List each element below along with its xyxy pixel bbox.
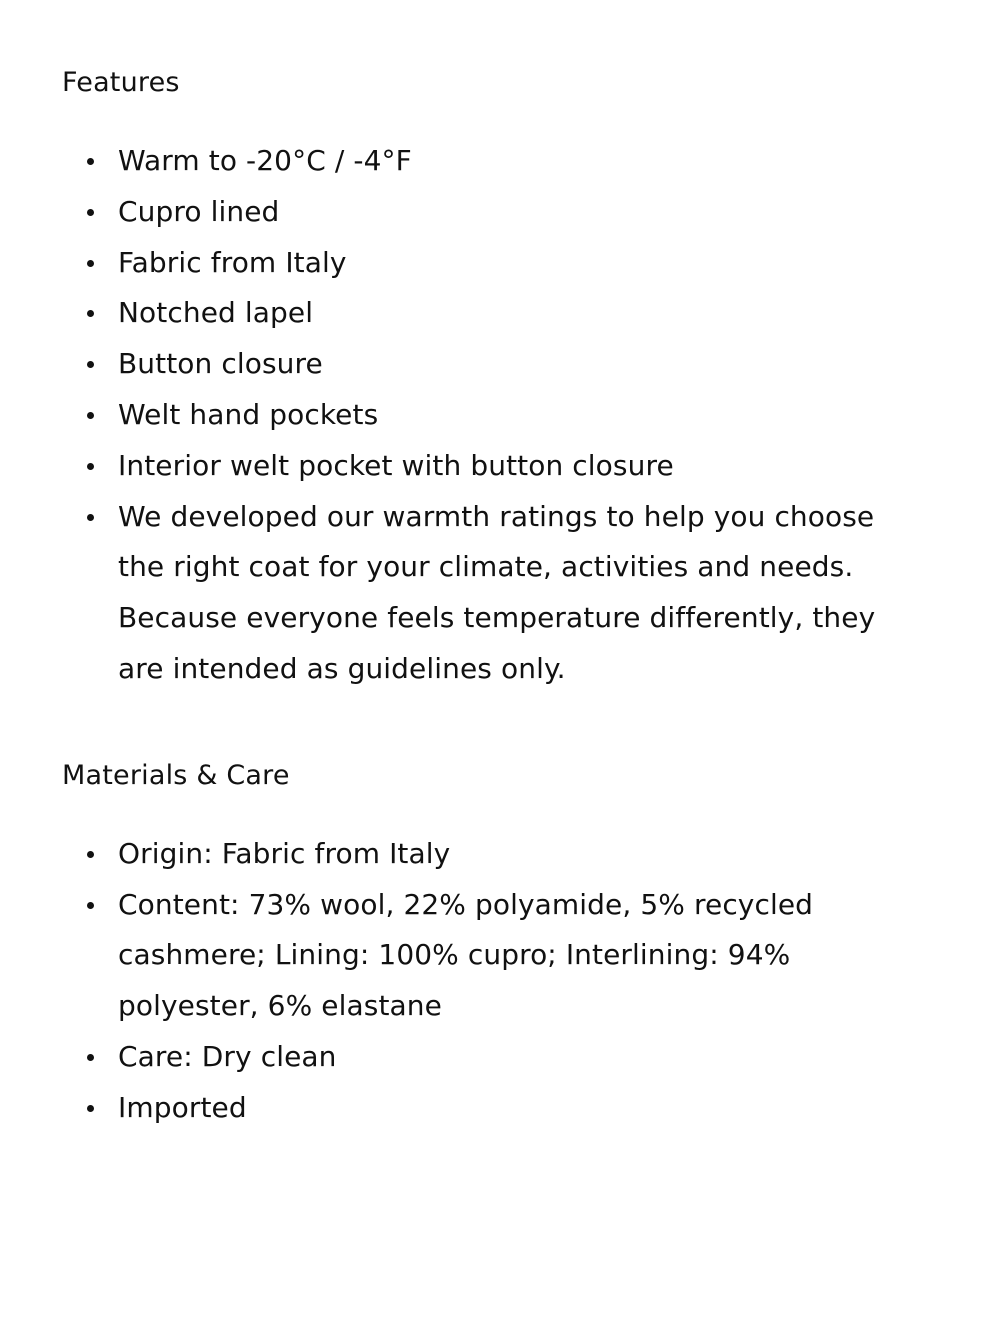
list-item bbox=[62, 829, 908, 880]
list-item-text: Care: Dry clean bbox=[118, 1039, 337, 1073]
list-item bbox=[62, 288, 908, 339]
list-item-text: We developed our warmth ratings to help you choose the right coat for your climate, activities and needs. Because everyone feels temperature differently, they are intended as guidelines only. bbox=[118, 499, 876, 685]
materials-care-list bbox=[62, 829, 938, 1134]
bullet-icon bbox=[87, 412, 94, 419]
bullet-icon bbox=[87, 158, 94, 165]
bullet-icon bbox=[87, 260, 94, 267]
bullet-icon bbox=[87, 514, 94, 521]
bullet-icon bbox=[87, 463, 94, 470]
bullet-icon bbox=[87, 209, 94, 216]
list-item bbox=[62, 390, 908, 441]
features-heading: Features bbox=[62, 67, 180, 98]
list-item bbox=[62, 136, 908, 187]
list-item-text: Welt hand pockets bbox=[118, 397, 379, 431]
bullet-icon bbox=[87, 851, 94, 858]
list-item bbox=[62, 441, 908, 492]
bullet-icon bbox=[87, 1054, 94, 1061]
list-item-text: Notched lapel bbox=[118, 296, 314, 330]
list-item bbox=[62, 238, 908, 289]
list-item-text: Warm to -20°C / -4°F bbox=[118, 144, 412, 177]
materials-care-heading: Materials & Care bbox=[62, 759, 290, 791]
bullet-icon bbox=[87, 902, 94, 909]
list-item bbox=[62, 880, 908, 1032]
list-item-text: Button closure bbox=[118, 347, 323, 381]
bullet-icon bbox=[87, 310, 94, 317]
list-item bbox=[62, 492, 908, 695]
list-item bbox=[62, 339, 908, 390]
list-item-text: Interior welt pocket with button closure bbox=[118, 448, 674, 482]
list-item bbox=[62, 187, 908, 238]
list-item-text: Imported bbox=[118, 1090, 247, 1124]
list-item-text: Origin: Fabric from Italy bbox=[118, 836, 451, 870]
features-list bbox=[62, 136, 938, 695]
list-item-text: Cupro lined bbox=[118, 194, 280, 228]
list-item bbox=[62, 1032, 908, 1083]
bullet-icon bbox=[87, 1105, 94, 1112]
list-item-text: Fabric from Italy bbox=[118, 245, 347, 279]
list-item bbox=[62, 1083, 908, 1134]
bullet-icon bbox=[87, 361, 94, 368]
section-spacer bbox=[62, 695, 938, 759]
list-item-text: Content: 73% wool, 22% polyamide, 5% recycled cashmere; Lining: 100% cupro; Interlining: 94% polyester, 6% elastane bbox=[118, 887, 814, 1023]
